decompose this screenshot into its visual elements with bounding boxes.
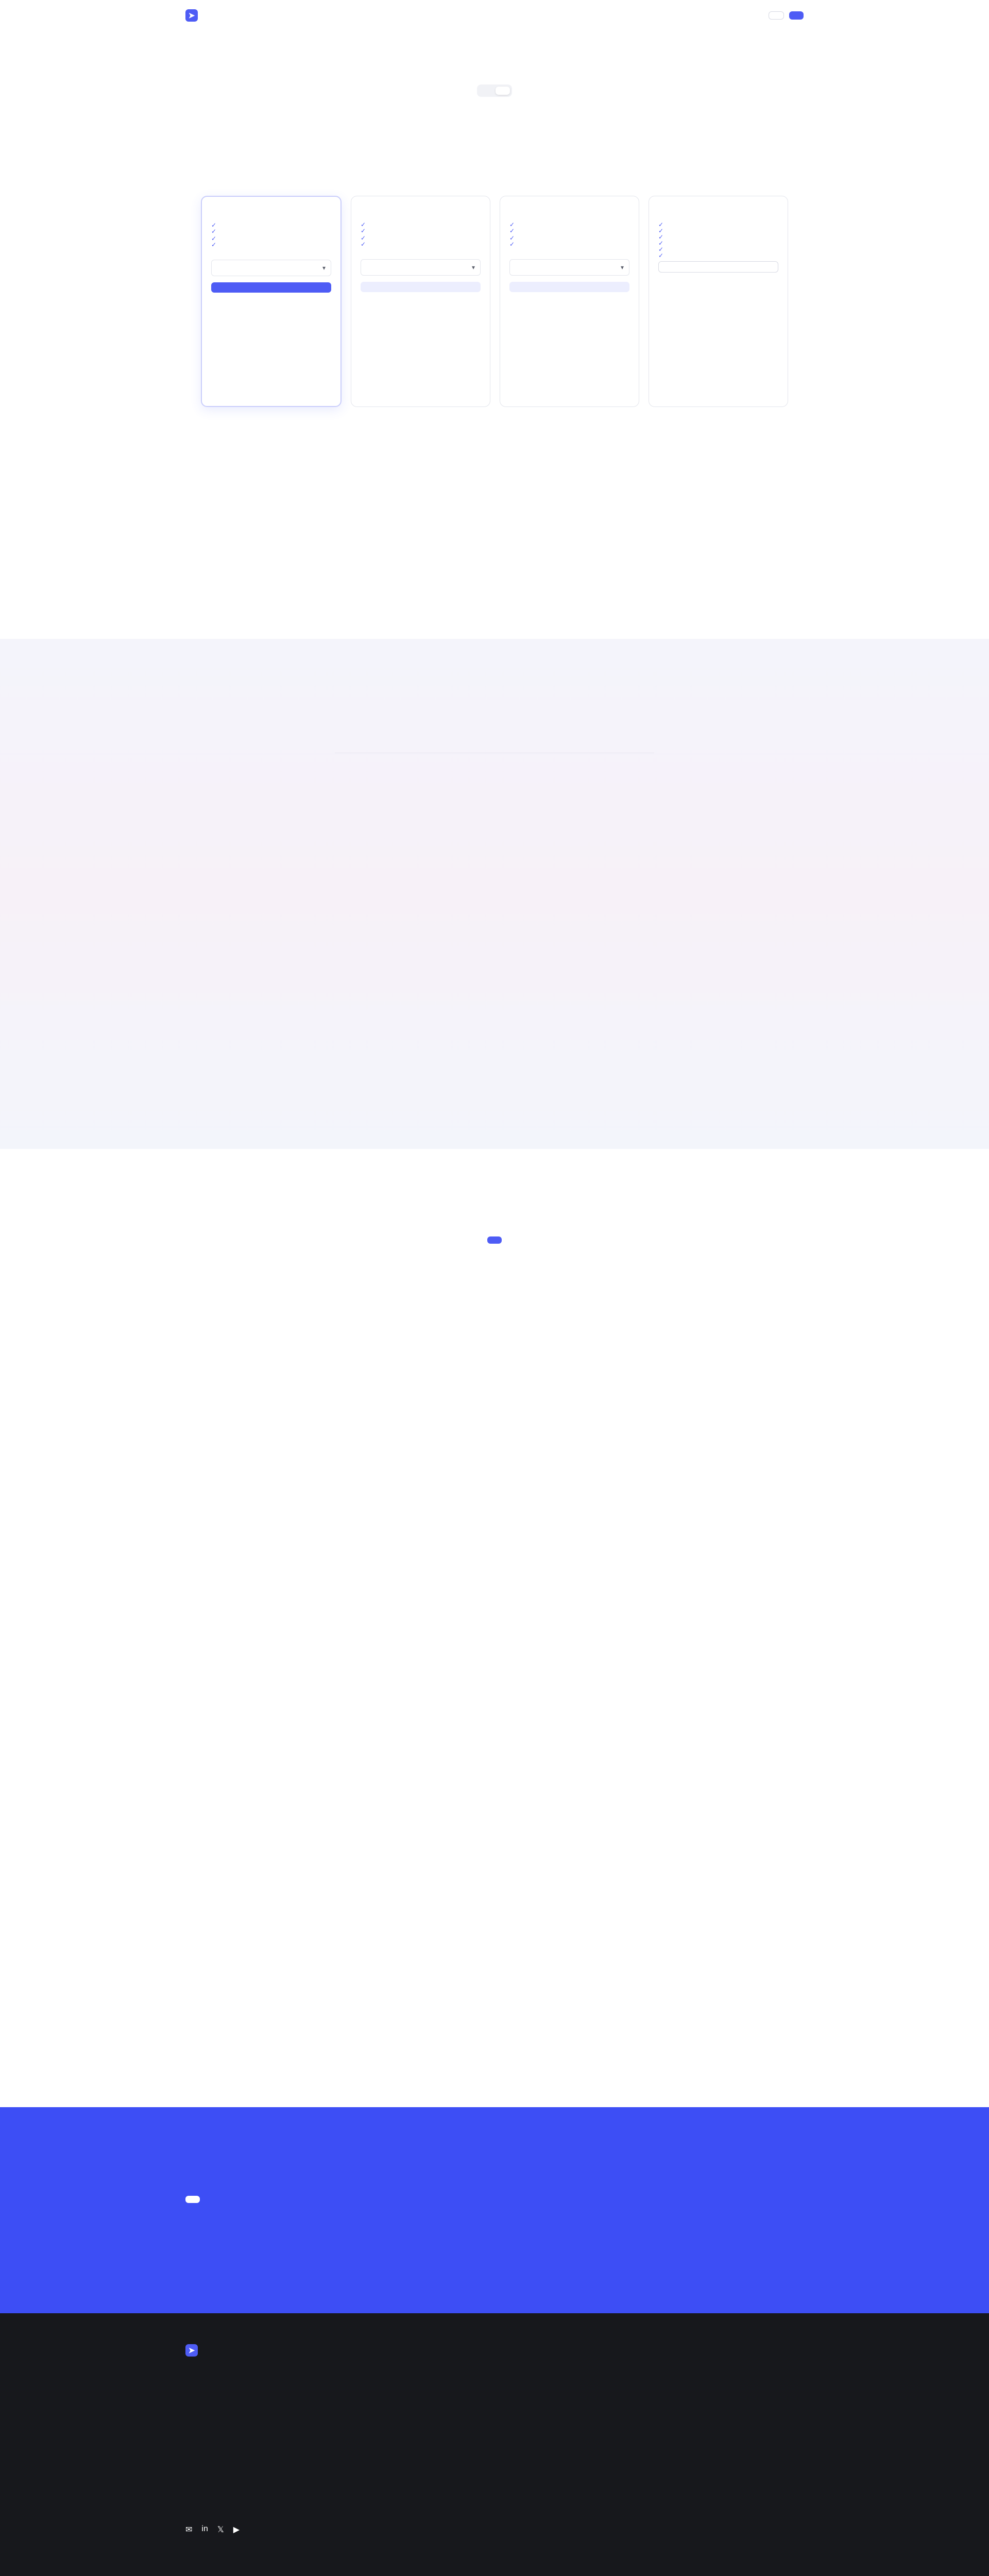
- footer: [0, 2313, 989, 2576]
- credits-body: [314, 703, 675, 714]
- chevron-down-icon: ▾: [471, 264, 475, 271]
- linkedin-icon[interactable]: in: [201, 2524, 208, 2533]
- plan-feature: [211, 218, 331, 225]
- credits-table: [335, 735, 654, 753]
- ai-credits-section: [0, 639, 989, 1149]
- cta-button[interactable]: [185, 2196, 200, 2203]
- testimonials-section: [0, 1149, 989, 1649]
- plan-card-free: [201, 196, 342, 407]
- steps-select[interactable]: [361, 259, 481, 276]
- plan-cards: [201, 196, 788, 422]
- brand-logo[interactable]: [185, 9, 202, 22]
- plan-features: [211, 218, 331, 244]
- toggle-monthly[interactable]: [479, 87, 493, 95]
- plan-feature: [211, 225, 331, 232]
- plan-features: [658, 218, 778, 255]
- plan-cta-professional[interactable]: [361, 282, 481, 292]
- plan-feature: [509, 224, 629, 231]
- trusted-by: [0, 438, 989, 541]
- billing-toggle: [477, 84, 512, 97]
- relay-logo-icon: ➤: [185, 9, 198, 22]
- faq-section: [350, 1664, 639, 2107]
- nav-actions: [769, 11, 804, 20]
- footer-columns: [185, 2344, 804, 2357]
- nav-left: [185, 9, 260, 22]
- plan-feature: [658, 218, 778, 224]
- comparison-header: [221, 541, 768, 598]
- top-nav: [0, 0, 989, 31]
- wall-of-love-button[interactable]: [487, 1236, 502, 1244]
- chevron-down-icon: ▾: [322, 264, 326, 272]
- plan-card-team: [500, 196, 639, 407]
- mail-icon[interactable]: ✉: [185, 2526, 193, 2534]
- steps-select[interactable]: [211, 260, 331, 276]
- chevron-down-icon: ▾: [620, 264, 624, 271]
- plan-feature: [509, 218, 629, 224]
- plan-feature: [658, 249, 778, 255]
- cta-banner: [0, 2107, 989, 2313]
- plan-feature: [509, 238, 629, 244]
- plan-feature: [361, 224, 481, 231]
- plan-feature: [361, 218, 481, 224]
- steps-select[interactable]: [509, 259, 629, 276]
- comparison-table: [221, 541, 768, 598]
- plan-feature: [211, 232, 331, 238]
- social-links: [185, 2524, 240, 2535]
- hero: [0, 31, 989, 196]
- plan-feature: [658, 230, 778, 236]
- plan-card-professional: [351, 196, 490, 407]
- plan-feature: [361, 238, 481, 244]
- plan-cta-team[interactable]: [509, 282, 629, 292]
- x-icon[interactable]: 𝕏: [217, 2526, 224, 2534]
- signup-button[interactable]: [789, 11, 804, 20]
- toggle-annual[interactable]: [496, 87, 510, 95]
- credits-table-header: [335, 735, 654, 753]
- plan-feature: [211, 238, 331, 244]
- plan-cta-free[interactable]: [211, 282, 331, 293]
- footer-logo[interactable]: [185, 2344, 464, 2357]
- plan-cta-enterprise[interactable]: [658, 261, 778, 273]
- youtube-icon[interactable]: ▶: [233, 2526, 240, 2534]
- plan-feature: [658, 236, 778, 243]
- plan-features: [509, 218, 629, 244]
- plan-feature: [361, 231, 481, 238]
- login-button[interactable]: [769, 11, 784, 20]
- plan-feature: [509, 231, 629, 238]
- plan-features: [361, 218, 481, 244]
- plan-feature: [658, 243, 778, 249]
- plan-feature: [658, 224, 778, 230]
- relay-logo-icon: ➤: [185, 2344, 198, 2357]
- plan-card-enterprise: [649, 196, 788, 407]
